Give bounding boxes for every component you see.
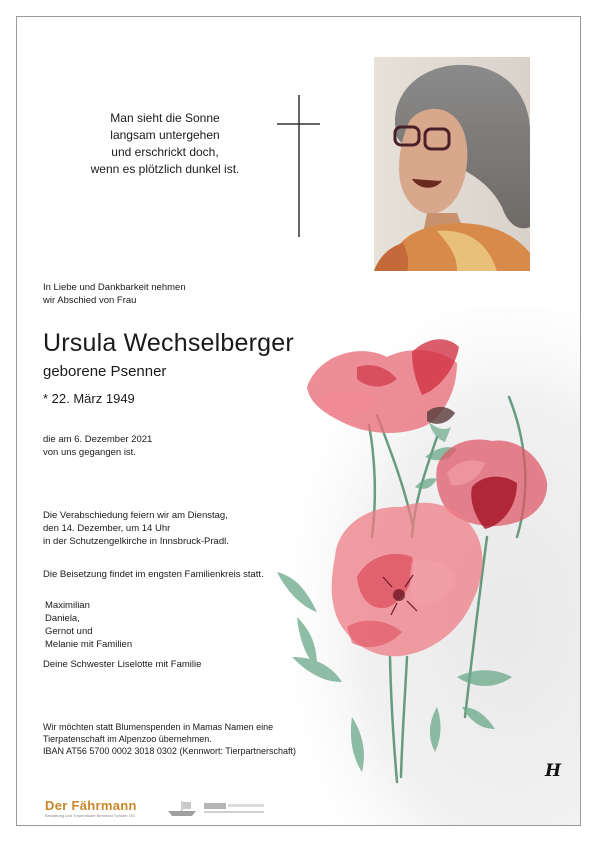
birth-date: * 22. März 1949: [43, 391, 135, 406]
death-line: die am 6. Dezember 2021: [43, 434, 153, 445]
cross-icon: [277, 95, 320, 237]
partner-logos: [162, 797, 272, 819]
brand-logo-text: Der Fährmann: [45, 798, 137, 813]
birth-name: geborene Psenner: [43, 363, 167, 380]
deceased-name: Ursula Wechselberger: [43, 329, 294, 357]
poem-line: wenn es plötzlich dunkel ist.: [90, 162, 240, 176]
obituary-card: [16, 16, 581, 826]
mourner-line: Melanie mit Familien: [45, 639, 133, 650]
poem-line: langsam untergehen: [110, 128, 220, 142]
intro-text: [43, 281, 186, 307]
ceremony-text: [43, 509, 229, 548]
ceremony-line: den 14. Dezember, um 14 Uhr: [43, 523, 171, 534]
mourner-line: Maximilian: [45, 600, 90, 611]
ceremony-line: Die Verabschiedung feiern wir am Dienstag,: [43, 510, 228, 521]
sibling-line: Deine Schwester Liselotte mit Familie: [43, 659, 202, 670]
artist-signature: H: [545, 761, 562, 781]
boat-logo-icon: [168, 801, 196, 816]
brand-subtitle: Bestattung und Trauerrituale Bernhard Schüler OG: [45, 813, 136, 818]
poem-line: und erschrickt doch,: [111, 145, 219, 159]
mourner-line: Daniela,: [45, 613, 80, 624]
burial-text: Die Beisetzung findet im engsten Familienkreis statt.: [43, 569, 264, 580]
intro-line: wir Abschied von Frau: [43, 295, 137, 306]
death-line: von uns gegangen ist.: [43, 447, 136, 458]
donation-line: Tierpatenschaft im Alpenzoo übernehmen.: [43, 734, 212, 744]
partner-mark-icon: [204, 803, 264, 813]
poem-line: Man sieht die Sonne: [110, 111, 220, 125]
donation-note: [43, 721, 296, 757]
death-text: [43, 433, 152, 459]
donation-line: Wir möchten statt Blumenspenden in Mamas Namen eine: [43, 722, 274, 732]
intro-line: In Liebe und Dankbarkeit nehmen: [43, 282, 186, 293]
portrait-photo: [374, 57, 530, 271]
donation-line: IBAN AT56 5700 0002 3018 0302 (Kennwort: Tierpartnerschaft): [43, 746, 296, 756]
mourner-line: Gernot und: [45, 626, 93, 637]
mourners-list: [45, 599, 132, 651]
ceremony-line: in der Schutzengelkirche in Innsbruck-Pradl.: [43, 536, 229, 547]
poem-block: [85, 110, 245, 178]
